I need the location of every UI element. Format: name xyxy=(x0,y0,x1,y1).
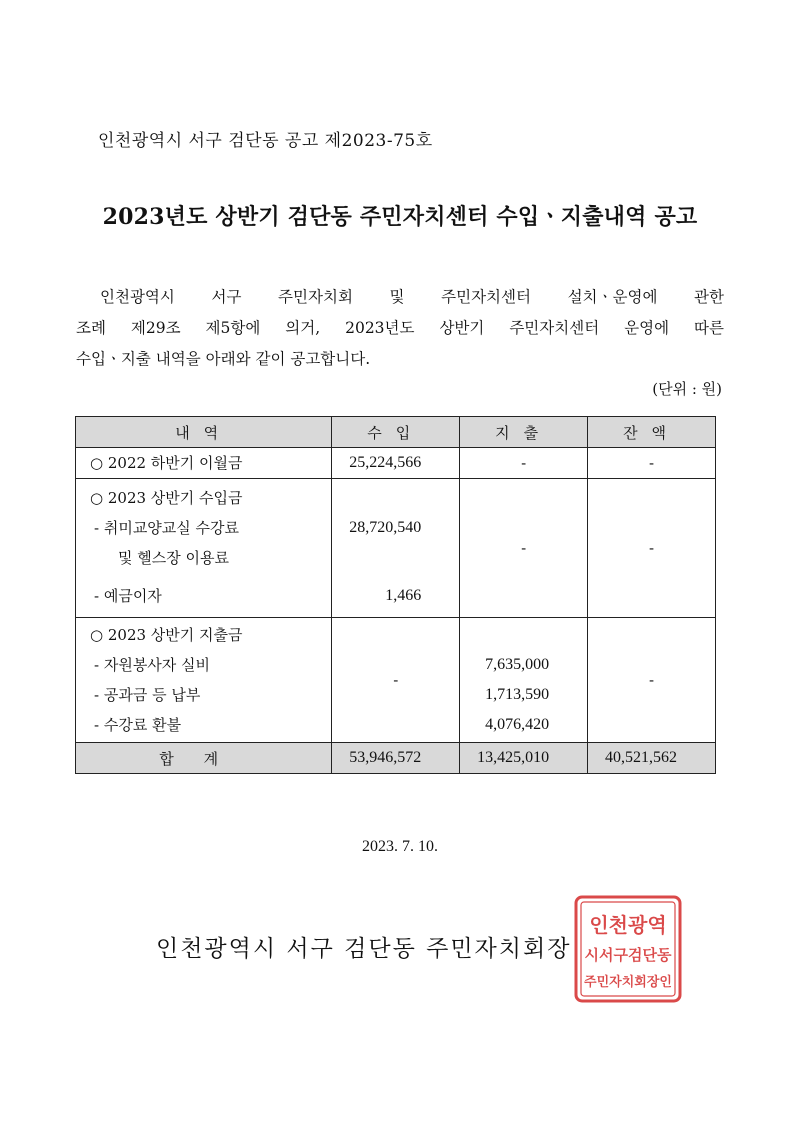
expense-group-income: - xyxy=(332,618,460,743)
body-word: 주민자치센터 xyxy=(509,319,600,337)
table-row xyxy=(76,448,716,479)
body-word: 인천광역시 xyxy=(100,288,175,306)
body-line-1 xyxy=(76,282,724,313)
body-line-2 xyxy=(76,313,724,344)
total-row xyxy=(76,743,716,774)
income-group-label: ○ 2023 상반기 수입금 xyxy=(90,489,243,507)
body-word: 의거, xyxy=(285,319,321,337)
body-word: 조례 xyxy=(76,319,106,337)
expense-group-label: ○ 2023 상반기 지출금 xyxy=(90,626,243,644)
income-group-balance: - xyxy=(588,479,716,618)
expense-group-balance: - xyxy=(588,618,716,743)
total-income: 53,946,572 xyxy=(332,743,460,774)
expense-item-3: - 수강료 환불 xyxy=(94,716,182,734)
header-income: 수입 xyxy=(332,417,460,448)
expense-item-1-value: 7,635,000 xyxy=(485,656,550,673)
header-expense: 지출 xyxy=(460,417,588,448)
total-balance: 40,521,562 xyxy=(588,743,716,774)
body-word: 관한 xyxy=(694,288,724,306)
document-title: 2023년도 상반기 검단동 주민자치센터 수입ㆍ지출내역 공고 xyxy=(102,204,698,230)
expense-item-1: - 자원봉사자 실비 xyxy=(94,656,211,674)
notice-number: 인천광역시 서구 검단동 공고 제2023-75호 xyxy=(98,131,433,151)
income-item-1-cont: 및 헬스장 이용료 xyxy=(118,549,229,567)
table-row xyxy=(76,618,716,743)
body-line-3-text: 수입ㆍ지출 내역을 아래와 같이 공고합니다. xyxy=(76,350,371,368)
income-item-2: - 예금이자 xyxy=(94,587,162,605)
body-word: 설치ㆍ운영에 xyxy=(567,288,658,306)
body-word: 운영에 xyxy=(624,319,670,337)
body-word: 주민자치회 xyxy=(278,288,353,306)
header-balance: 잔액 xyxy=(588,417,716,448)
issuer-name: 인천광역시 서구 검단동 주민자치회장 xyxy=(156,936,572,962)
income-item-1-value: 28,720,540 xyxy=(349,519,422,536)
expense-item-3-value: 4,076,420 xyxy=(485,716,550,733)
body-word: 제5항에 xyxy=(205,319,261,337)
carryover-expense: - xyxy=(460,448,588,479)
income-item-2-value: 1,466 xyxy=(385,587,422,604)
total-label: 합계 xyxy=(76,743,332,774)
seal-line-3: 주민자치회장인 xyxy=(584,975,672,990)
carryover-balance: - xyxy=(588,448,716,479)
body-word: 제29조 xyxy=(130,319,181,337)
income-group-values xyxy=(332,479,460,618)
income-group-cell xyxy=(76,479,332,618)
carryover-label: ○ 2022 하반기 이월금 xyxy=(90,454,243,472)
header-description: 내역 xyxy=(76,417,332,448)
body-word: 2023년도 xyxy=(345,319,415,337)
carryover-label-cell xyxy=(76,448,332,479)
unit-label: (단위 : 원) xyxy=(652,380,722,398)
body-line-3 xyxy=(76,344,724,375)
body-word: 상반기 xyxy=(439,319,485,337)
expense-group-cell xyxy=(76,618,332,743)
body-word: 및 xyxy=(389,288,405,306)
seal-line-2: 시서구검단동 xyxy=(584,946,672,964)
table-header-row xyxy=(76,417,716,448)
expense-item-2-value: 1,713,590 xyxy=(485,686,550,703)
ledger-table xyxy=(75,416,716,774)
income-group-expense: - xyxy=(460,479,588,618)
income-item-1: - 취미교양교실 수강료 xyxy=(94,519,240,537)
expense-item-2: - 공과금 등 납부 xyxy=(94,686,201,704)
official-seal-stamp xyxy=(573,894,683,1004)
carryover-income: 25,224,566 xyxy=(332,448,460,479)
expense-group-values xyxy=(460,618,588,743)
body-word: 서구 xyxy=(211,288,242,306)
body-word: 주민자치센터 xyxy=(441,288,531,306)
notice-body xyxy=(76,282,724,375)
seal-line-1: 인천광역 xyxy=(589,913,667,937)
table-row xyxy=(76,479,716,618)
notice-date: 2023. 7. 10. xyxy=(362,838,438,855)
total-expense: 13,425,010 xyxy=(460,743,588,774)
body-word: 따른 xyxy=(694,319,724,337)
